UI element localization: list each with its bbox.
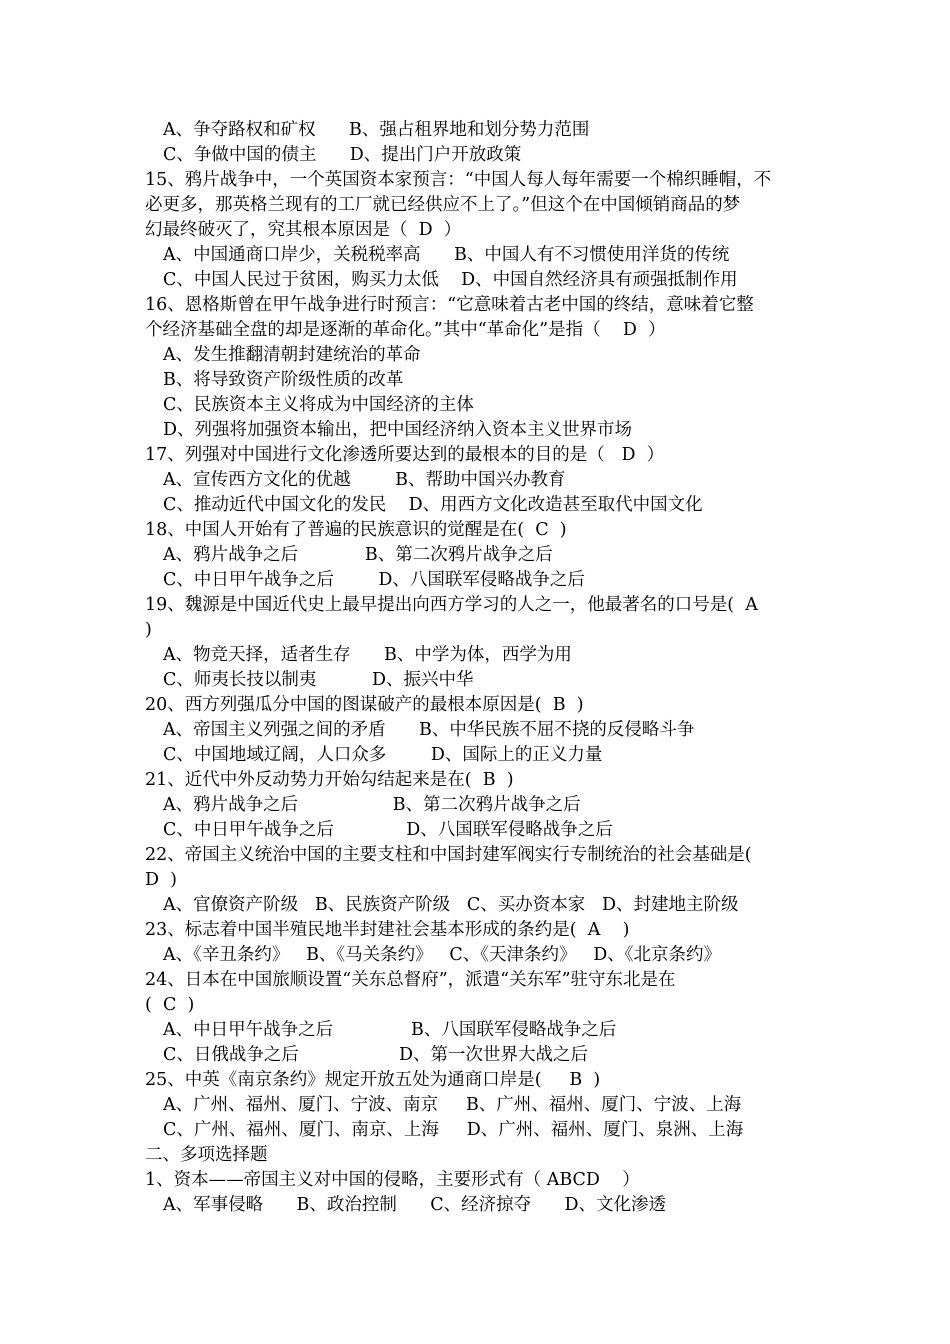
option-line: A、鸦片战争之后 B、第二次鸦片战争之后 xyxy=(163,795,581,815)
question-line: 16、恩格斯曾在甲午战争进行时预言：“它意味着古老中国的终结，意味着它整 xyxy=(145,295,754,315)
option-line: C、争做中国的债主 D、提出门户开放政策 xyxy=(163,145,522,165)
question-line: ( C ) xyxy=(145,995,195,1015)
option-line: C、师夷长技以制夷 D、振兴中华 xyxy=(163,670,474,690)
option-line: A、广州、福州、厦门、宁波、南京 B、广州、福州、厦门、宁波、上海 xyxy=(163,1095,742,1115)
option-line: A、发生推翻清朝封建统治的革命 xyxy=(163,345,421,365)
question-line: 必更多，那英格兰现有的工厂就已经供应不上了。”但这个在中国倾销商品的梦 xyxy=(145,195,741,215)
option-line: C、中日甲午战争之后 D、八国联军侵略战争之后 xyxy=(163,820,613,840)
option-line: D、列强将加强资本输出，把中国经济纳入资本主义世界市场 xyxy=(163,420,633,440)
option-line: A、争夺路权和矿权 B、强占租界地和划分势力范围 xyxy=(163,120,590,140)
question-line: 22、帝国主义统治中国的主要支柱和中国封建军阀实行专制统治的社会基础是( xyxy=(145,845,752,865)
question-line: 二、多项选择题 xyxy=(145,1145,268,1165)
question-line: 25、中英《南京条约》规定开放五处为通商口岸是( B ) xyxy=(145,1070,601,1090)
option-line: A、物竞天择，适者生存 B、中学为体，西学为用 xyxy=(163,645,572,665)
option-line: A、官僚资产阶级 B、民族资产阶级 C、买办资本家 D、封建地主阶级 xyxy=(163,895,739,915)
option-line: C、中国人民过于贫困，购买力太低 D、中国自然经济具有顽强抵制作用 xyxy=(163,270,738,290)
question-line: 15、鸦片战争中，一个英国资本家预言：“中国人每人每年需要一个棉织睡帽，不 xyxy=(145,170,772,190)
option-line: C、推动近代中国文化的发民 D、用西方文化改造甚至取代中国文化 xyxy=(163,495,703,515)
question-line: 20、西方列强瓜分中国的图谋破产的最根本原因是( B ) xyxy=(145,695,584,715)
option-line: C、中国地域辽阔，人口众多 D、国际上的正义力量 xyxy=(163,745,603,765)
option-line: C、中日甲午战争之后 D、八国联军侵略战争之后 xyxy=(163,570,585,590)
question-line: ) xyxy=(145,620,152,640)
option-line: A、《辛丑条约》 B、《马关条约》 C、《天津条约》 D、《北京条约》 xyxy=(163,945,721,965)
question-line: 18、中国人开始有了普遍的民族意识的觉醒是在( C ) xyxy=(145,520,567,540)
document-body xyxy=(0,118,950,1218)
option-line: A、军事侵略 B、政治控制 C、经济掠夺 D、文化渗透 xyxy=(163,1195,667,1215)
question-line: 17、列强对中国进行文化渗透所要达到的最根本的目的是（ D ） xyxy=(145,445,665,465)
option-line: A、中国通商口岸少，关税税率高 B、中国人有不习惯使用洋货的传统 xyxy=(163,245,730,265)
option-line: A、中日甲午战争之后 B、八国联军侵略战争之后 xyxy=(163,1020,617,1040)
option-line: C、广州、福州、厦门、南京、上海 D、广州、福州、厦门、泉洲、上海 xyxy=(163,1120,744,1140)
option-line: C、日俄战争之后 D、第一次世界大战之后 xyxy=(163,1045,589,1065)
question-line: 21、近代中外反动势力开始勾结起来是在( B ) xyxy=(145,770,514,790)
question-line: 19、魏源是中国近代史上最早提出向西方学习的人之一，他最著名的口号是( A xyxy=(145,595,758,615)
option-line: A、宣传西方文化的优越 B、帮助中国兴办教育 xyxy=(163,470,566,490)
option-line: B、将导致资产阶级性质的改革 xyxy=(163,370,404,390)
option-line: A、帝国主义列强之间的矛盾 B、中华民族不屈不挠的反侵略斗争 xyxy=(163,720,695,740)
question-line: D ) xyxy=(145,870,177,890)
option-line: A、鸦片战争之后 B、第二次鸦片战争之后 xyxy=(163,545,553,565)
question-line: 个经济基础全盘的却是逐渐的革命化。”其中“革命化”是指（ D ） xyxy=(145,320,666,340)
option-line: C、民族资本主义将成为中国经济的主体 xyxy=(163,395,474,415)
question-line: 23、标志着中国半殖民地半封建社会基本形成的条约是( A ) xyxy=(145,920,630,940)
question-line: 24、日本在中国旅顺设置“关东总督府”，派遣“关东军”驻守东北是在 xyxy=(145,970,676,990)
question-line: 1、资本——帝国主义对中国的侵略，主要形式有（ ABCD ） xyxy=(145,1170,640,1190)
question-line: 幻最终破灭了，究其根本原因是（ D ） xyxy=(145,220,462,240)
